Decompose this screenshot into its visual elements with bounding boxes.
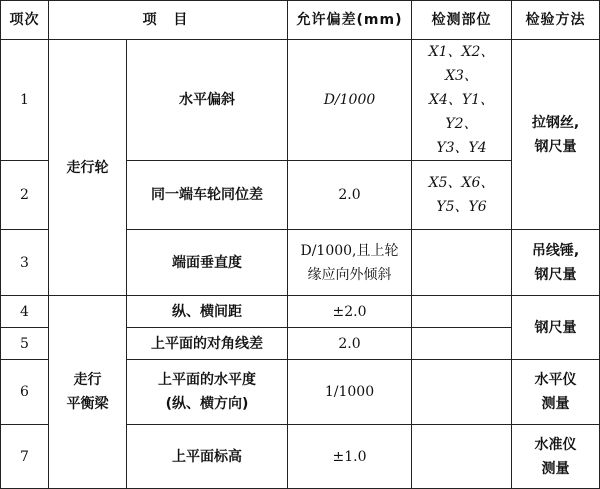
method-cell — [512, 425, 600, 489]
item-no-cell: 3 — [1, 230, 49, 296]
item-no-cell: 7 — [1, 425, 49, 489]
method-line: 钢尺量 — [534, 138, 577, 155]
table-row — [1, 40, 600, 161]
header-location: 检测部位 — [412, 1, 512, 40]
location-line: Y3、Y4 — [436, 140, 487, 156]
method-line: 水平仪 — [534, 372, 577, 388]
header-method: 检验方法 — [512, 1, 600, 40]
item-line: 上平面的水平度 — [158, 372, 256, 388]
group-walking-wheel: 走行轮 — [49, 40, 127, 296]
item-no-cell: 1 — [1, 40, 49, 161]
group-line: 平衡梁 — [66, 396, 109, 412]
location-line: Y5、Y6 — [436, 199, 487, 215]
tolerance-cell: 2.0 — [288, 328, 412, 360]
method-cell — [512, 230, 600, 296]
tolerance-line: D/1000,且上轮 — [300, 242, 399, 259]
item-no-cell: 6 — [1, 360, 49, 425]
tolerance-line: 缘应向外倾斜 — [307, 266, 392, 283]
tolerance-cell — [288, 230, 412, 296]
item-no-cell: 2 — [1, 161, 49, 230]
location-cell — [412, 40, 512, 161]
item-cell: 水平偏斜 — [127, 40, 288, 161]
location-cell — [412, 230, 512, 296]
item-cell: 上平面标高 — [127, 425, 288, 489]
item-cell: 同一端车轮同位差 — [127, 161, 288, 230]
item-no-cell: 4 — [1, 296, 49, 328]
location-cell — [412, 296, 512, 328]
method-cell: 钢尺量 — [512, 296, 600, 360]
method-line: 测量 — [541, 396, 570, 412]
tolerance-value: D/1000 — [323, 92, 376, 108]
header-item — [49, 1, 288, 40]
group-line: 走行 — [73, 372, 102, 388]
header-item-no: 项次 — [1, 1, 49, 40]
method-cell — [512, 40, 600, 230]
location-cell — [412, 360, 512, 425]
location-cell — [412, 425, 512, 489]
item-cell: 上平面的对角线差 — [127, 328, 288, 360]
table-row — [1, 296, 600, 328]
location-line: X5、X6、 — [428, 175, 495, 191]
item-line: (纵、横方向) — [165, 396, 249, 412]
tolerance-cell: ±1.0 — [288, 425, 412, 489]
method-line: 钢尺量 — [534, 266, 577, 283]
location-cell — [412, 328, 512, 360]
tolerance-cell: 1/1000 — [288, 360, 412, 425]
method-line: 吊线锤, — [531, 242, 580, 259]
method-line: 水准仪 — [534, 436, 577, 453]
tolerance-cell: ±2.0 — [288, 296, 412, 328]
item-no-cell: 5 — [1, 328, 49, 360]
header-row — [1, 1, 600, 40]
item-cell: 端面垂直度 — [127, 230, 288, 296]
item-cell: 纵、横间距 — [127, 296, 288, 328]
method-cell — [512, 360, 600, 425]
location-line: X4、Y1、Y2、 — [428, 92, 495, 132]
method-line: 测量 — [541, 460, 570, 477]
tolerance-cell — [288, 40, 412, 161]
location-cell — [412, 161, 512, 230]
header-tolerance: 允许偏差(mm) — [288, 1, 412, 40]
location-line: X1、X2、X3、 — [428, 44, 495, 84]
tolerance-cell: 2.0 — [288, 161, 412, 230]
method-line: 拉钢丝, — [531, 114, 580, 131]
group-walking-beam — [49, 296, 127, 489]
header-item-text: 项 目 — [142, 12, 194, 28]
item-cell — [127, 360, 288, 425]
